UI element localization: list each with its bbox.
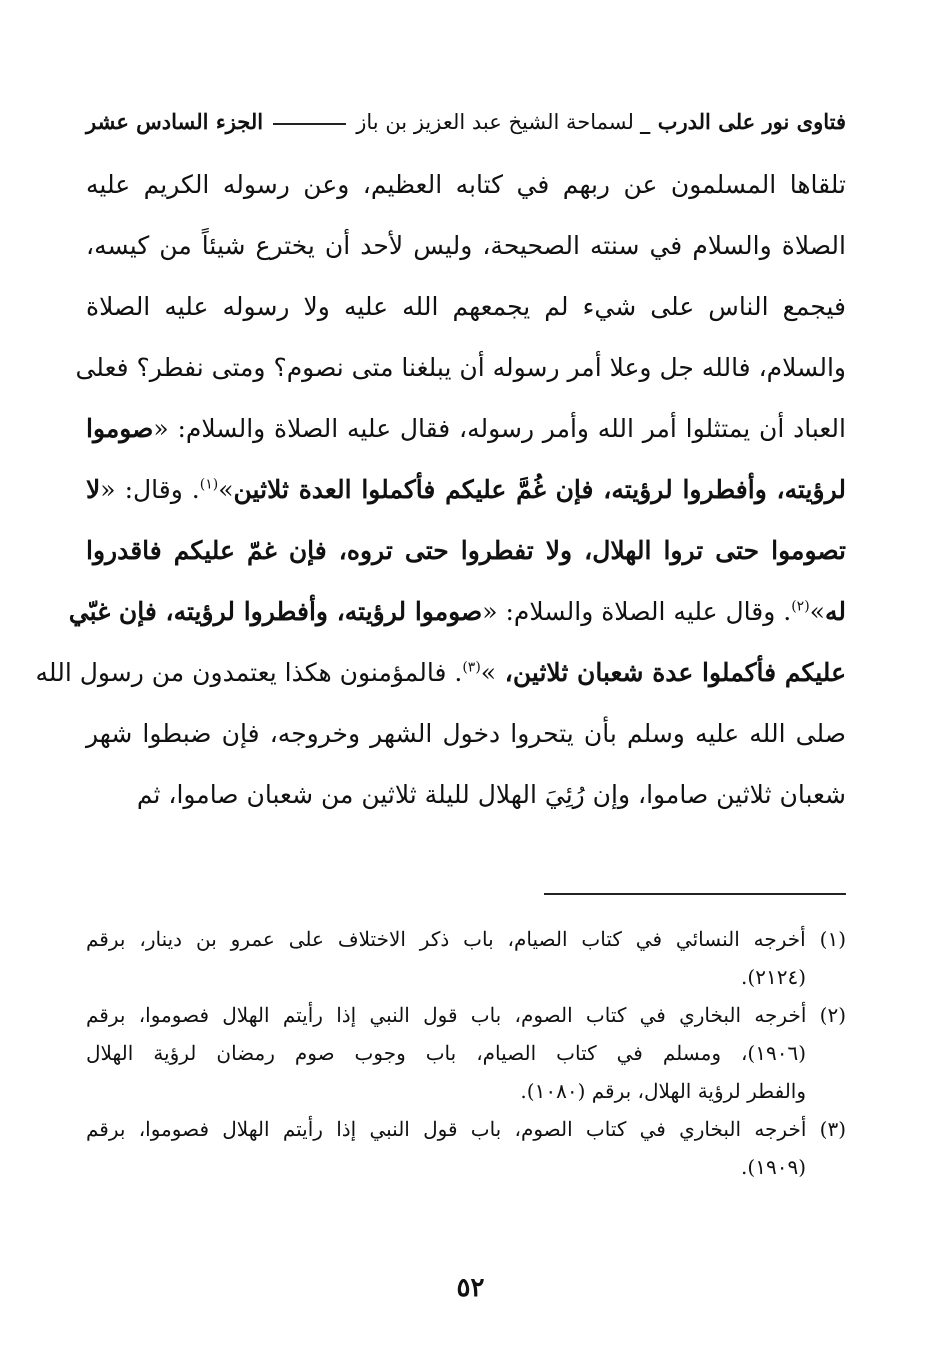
hadith-quote: صوموا: [86, 414, 154, 443]
footnotes: [86, 920, 846, 1186]
running-head: [86, 104, 846, 140]
hadith-quote: تصوموا حتى تروا الهلال، ولا تفطروا حتى تروه، فإن غمّ عليكم فاقدروا: [86, 536, 846, 565]
book-title: فتاوى نور على الدرب _: [639, 109, 846, 134]
hadith-quote: لا: [86, 475, 101, 504]
footnote-line: (١٩٠٦)، ومسلم في كتاب الصيام، باب وجوب صوم رمضان لرؤية الهلال: [86, 1041, 806, 1065]
footnote-line: (١٩٠٩).: [741, 1155, 806, 1179]
body-line: لرؤيته، وأفطروا لرؤيته، فإن غُمَّ عليكم فأكملوا العدة ثلاثين»$^{(١)}$. وقال: «لا: [86, 475, 846, 504]
footnote-line: (٢) أخرجه البخاري في كتاب الصوم، باب قول النبي إذا رأيتم الهلال فصوموا، برقم: [86, 1003, 846, 1027]
body-line: العباد أن يمتثلوا أمر الله وأمر رسوله، فقال عليه الصلاة والسلام: «صوموا: [86, 414, 846, 443]
footnote-3: [86, 1110, 846, 1186]
body-line: والسلام، فالله جل وعلا أمر رسوله أن يبلغنا متى نصوم؟ ومتى نفطر؟ فعلى: [75, 353, 846, 382]
footnote-marker: (٢): [819, 1003, 846, 1027]
footnote-line: (٢١٢٤).: [741, 965, 806, 989]
hadith-quote: صوموا لرؤيته، وأفطروا لرؤيته، فإن غبّي: [68, 597, 483, 626]
body-line: فيجمع الناس على شيء لم يجمعهم الله عليه ولا رسوله عليه الصلاة: [86, 292, 846, 321]
footnote-ref[interactable]: (٣): [462, 659, 481, 676]
header-rule: [273, 123, 346, 125]
footnote-line: والفطر لرؤية الهلال، برقم (١٠٨٠).: [520, 1079, 806, 1103]
author-name: لسماحة الشيخ عبد العزيز بن باز: [356, 110, 634, 134]
volume-label: الجزء السادس عشر: [86, 109, 264, 134]
footnote-ref[interactable]: (١): [199, 476, 219, 493]
footnote-separator: [544, 893, 846, 895]
body-line: الصلاة والسلام في سنته الصحيحة، وليس لأحد أن يخترع شيئاً من كيسه،: [86, 231, 846, 260]
body-line: تلقاها المسلمون عن ربهم في كتابه العظيم، وعن رسوله الكريم عليه: [86, 170, 846, 199]
body-line: صلى الله عليه وسلم بأن يتحروا دخول الشهر وخروجه، فإن ضبطوا شهر: [86, 719, 846, 748]
footnote-line: (١) أخرجه النسائي في كتاب الصيام، باب ذكر الاختلاف على عمرو بن دينار، برقم: [86, 927, 847, 951]
footnote-line: (٣) أخرجه البخاري في كتاب الصوم، باب قول النبي إذا رأيتم الهلال فصوموا، برقم: [86, 1117, 846, 1141]
hadith-quote: عليكم فأكملوا عدة شعبان ثلاثين،: [496, 658, 846, 687]
footnote-1: [86, 920, 846, 996]
footnote-marker: (٣): [819, 1117, 846, 1141]
hadith-quote: له: [824, 597, 846, 626]
body-text: [35, 154, 846, 825]
hadith-quote: لرؤيته، وأفطروا لرؤيته، فإن غُمَّ عليكم فأكملوا العدة ثلاثين: [233, 475, 846, 504]
body-line: له»$^{(٢)}$. وقال عليه الصلاة والسلام: «صوموا لرؤيته، وأفطروا لرؤيته، فإن غبّي: [68, 597, 846, 626]
footnote-ref[interactable]: (٢): [791, 598, 810, 615]
body-line: شعبان ثلاثين صاموا، وإن رُئِيَ الهلال لليلة ثلاثين من شعبان صاموا، ثم: [136, 780, 846, 809]
footnote-2: [86, 996, 846, 1110]
body-line: عليكم فأكملوا عدة شعبان ثلاثين، »$^{(٣)}$. فالمؤمنون هكذا يعتمدون من رسول الله: [35, 658, 846, 687]
page-number: ٥٢: [456, 1273, 485, 1303]
footnote-marker: (١): [819, 927, 847, 951]
body-line: [86, 520, 846, 581]
